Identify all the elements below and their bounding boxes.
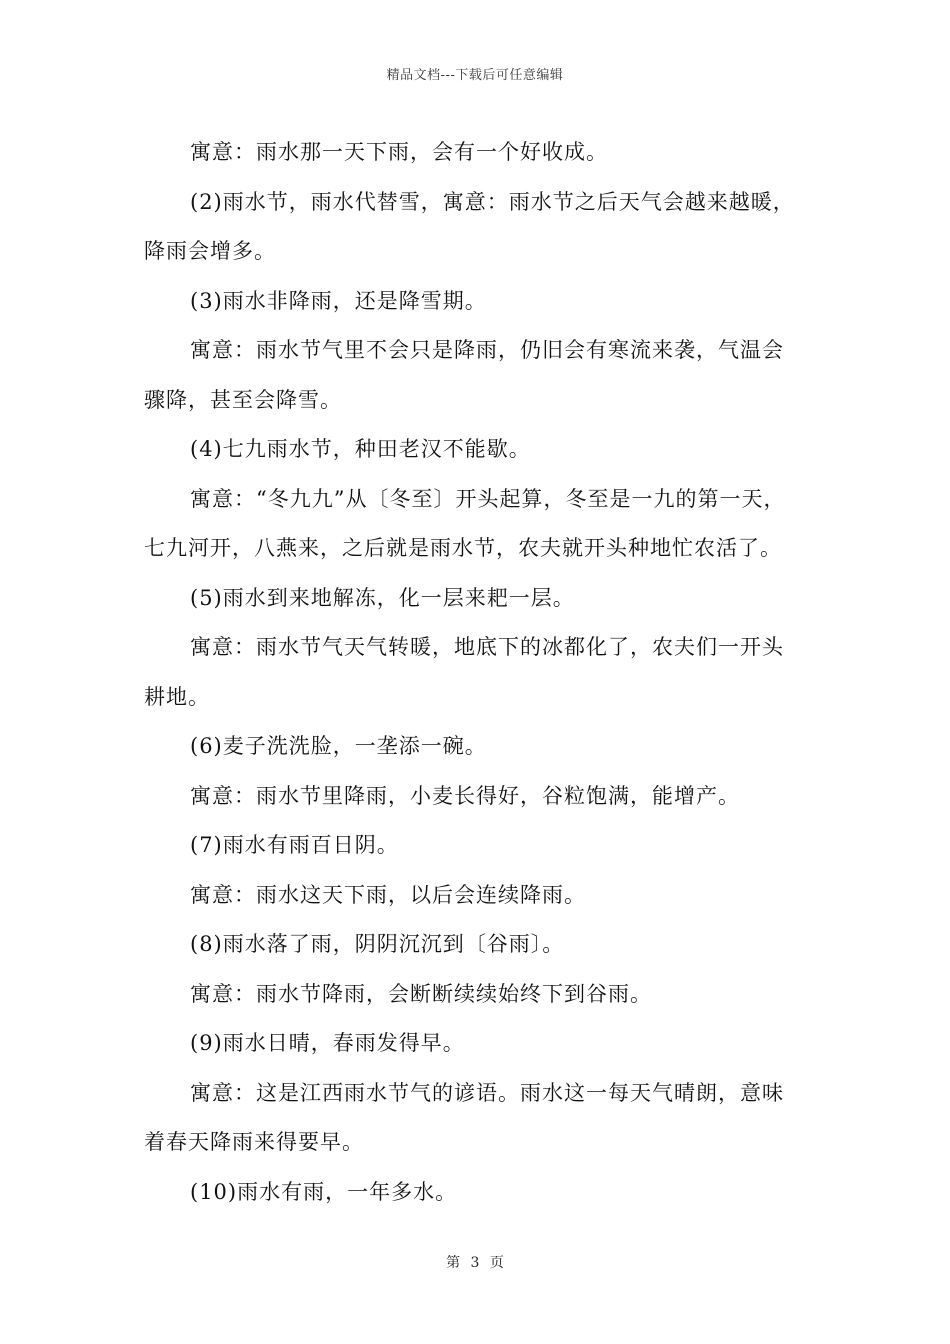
text-line: 寓意：雨水那一天下雨，会有一个好收成。 [190,140,608,164]
text-line: 七九河开，八燕来，之后就是雨水节，农夫就开头种地忙农活了。 [144,536,782,560]
text-line: (4)七九雨水节，种田老汉不能歇。 [190,437,531,461]
text-line: 骤降，甚至会降雪。 [144,387,342,412]
text-line: (10)雨水有雨，一年多水。 [190,1179,458,1204]
text-line: (5)雨水到来地解冻，化一层来耙一层。 [190,585,575,610]
text-line: 寓意：雨水节里降雨，小麦长得好，谷粒饱满，能增产。 [190,783,740,808]
text-line: 寓意：这是江西雨水节气的谚语。雨水这一每天气晴朗，意味 [190,1080,784,1105]
document-body [144,128,812,1217]
text-line: 耕地。 [144,684,210,709]
text-line: 寓意：雨水这天下雨，以后会连续降雨。 [190,882,586,907]
text-line: 寓意：雨水节气里不会只是降雨，仍旧会有寒流来袭，气温会 [190,338,784,362]
text-line: (7)雨水有雨百日阴。 [190,833,399,857]
text-line: (9)雨水日晴，春雨发得早。 [190,1031,465,1055]
text-line: (6)麦子洗洗脸，一垄添一碗。 [190,734,487,758]
page-label-suffix: 页 [489,1255,504,1271]
page-header: 精品文档---下载后可任意编辑 [386,68,564,83]
text-line: 寓意：雨水节降雨，会断断续续始终下到谷雨。 [190,981,652,1006]
text-line: (2)雨水节，雨水代替雪，寓意：雨水节之后天气会越来越暖， [190,189,795,214]
text-line: (3)雨水非降雨，还是降雪期。 [190,288,487,313]
text-line: 降雨会增多。 [144,239,276,263]
text-line: 寓意：雨水节气天气转暖，地底下的冰都化了，农夫们一开头 [190,635,784,659]
page-number: 3 [470,1255,480,1271]
text-line: 寓意：“冬九九”从〔冬至〕开头起算，冬至是一九的第一天， [190,486,786,511]
page-footer [0,1252,950,1272]
text-line: (8)雨水落了雨，阴阴沉沉到〔谷雨〕。 [190,932,565,956]
page-label-prefix: 第 [446,1255,461,1271]
text-line: 着春天降雨来得要早。 [144,1130,364,1154]
